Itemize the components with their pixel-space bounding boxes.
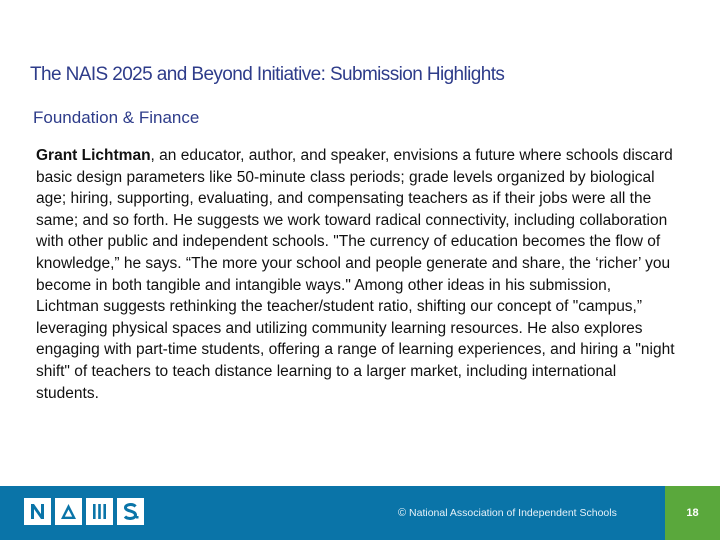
slide-title: The NAIS 2025 and Beyond Initiative: Submission Highlights [30, 64, 505, 85]
nais-s-icon [117, 498, 144, 525]
nais-bars-icon [86, 498, 113, 525]
page-number-box [665, 486, 720, 540]
page-number: 18 [686, 507, 699, 519]
section-heading: Foundation & Finance [33, 108, 200, 127]
body-paragraph [36, 145, 676, 404]
copyright-notice [398, 507, 617, 519]
footer-bar [0, 486, 720, 540]
nais-delta-icon [55, 498, 82, 525]
copyright-text: National Association of Independent Schools [409, 507, 617, 519]
speaker-name: Grant Lichtman [36, 147, 151, 164]
nais-n-icon [24, 498, 51, 525]
copyright-symbol: © [398, 507, 407, 519]
body-text: , an educator, author, and speaker, envisions a future where schools discard basic design parameters like 50-minute class periods; grade levels organized by biological age; hiring, supporting, evaluating, and compensating teachers as if their jobs were all the same; and so forth. He suggests we work toward radical connectivity, including collaboration with other public and independent schools. "The currency of education becomes the flow of knowledge,” he says. “The more your school and people generate and share, the ‘richer’ you become in both tangible and intangible ways." Among other ideas in his submission, Lichtman suggests rethinking the teacher/student ratio, shifting our concept of "campus,” leveraging physical spaces and utilizing community learning resources. He also explores engaging with part-time students, offering a range of learning experiences, and hiring a "night shift" of teachers to teach distance learning to a larger market, including international students. [36, 147, 675, 402]
nais-logo [24, 498, 144, 525]
